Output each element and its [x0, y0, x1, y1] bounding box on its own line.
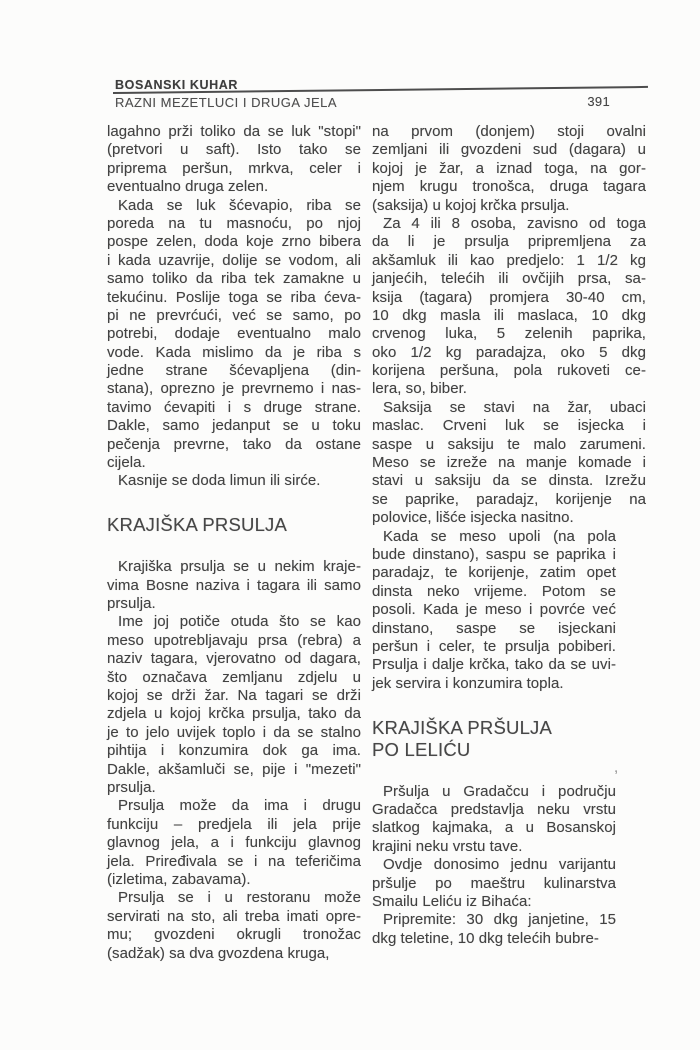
text-line: crvenog luka, 5 zelenih paprika, — [372, 325, 646, 343]
text-line: Gradačca predstavlja neku vrstu — [372, 801, 616, 818]
text-line: da li je prsulja pripremljena za — [372, 233, 646, 251]
text-line: Kada se meso upoli (na pola — [383, 527, 616, 545]
text-line: jek servira i konzumira topla. — [372, 674, 564, 692]
paragraph — [107, 472, 361, 490]
text-line: vima Bosne naziva i tagara ili samo — [107, 576, 361, 594]
text-line: korijena peršuna, pola rukoveti ce- — [372, 362, 646, 380]
text-line: glavnog jela, a i funkciju glavnog — [107, 834, 361, 852]
text-line: akšamluk ili kao predjelo: 1 1/2 kg — [372, 251, 646, 269]
text-line: Meso se izreže na manje komade i — [372, 454, 646, 472]
text-line: na prvom (donjem) stoji ovalni — [372, 123, 646, 140]
text-line: Smailu Leliću iz Bihaća: — [372, 892, 532, 910]
text-line: pršulje po maeštru kulinarstva — [372, 874, 616, 892]
text-line: servirati na sto, ali treba imati opre- — [107, 907, 361, 925]
heading-line: KRAJIŠKA PRSULJA — [107, 514, 288, 536]
paragraph — [107, 613, 361, 797]
text-line: priprema peršun, mrkva, celer i — [107, 159, 361, 177]
text-line: samo toliko da riba tek zamakne u — [107, 270, 361, 288]
paragraph — [372, 911, 616, 948]
text-line: poreda na tu masnoću, po njoj — [107, 214, 361, 232]
chapter-title: RAZNI MEZETLUCI I DRUGA JELA — [115, 95, 338, 110]
heading-line: KRAJIŠKA PRŠULJA — [372, 716, 553, 738]
text-line: (sadžak) sa dva gvozdena kruga, — [107, 944, 330, 962]
text-line: paradajz, te korijenje, zatim opet — [372, 564, 616, 582]
text-line: jedne strane šćevapljena (din- — [107, 362, 361, 380]
section-heading — [372, 717, 646, 761]
text-line: krajini neku vrstu tave. — [372, 837, 523, 855]
text-line: tavimo ćevapiti i s druge strane. — [107, 398, 361, 416]
text-line: stavi u saksiju da se dinsta. Izrežu — [372, 472, 646, 490]
text-line: bude dinstano), saspu se paprika i — [372, 545, 616, 563]
text-line: Dakle, samo jedanput se u toku — [107, 417, 361, 435]
text-line: prsulja. — [107, 779, 156, 796]
text-line: (saksija) u kojoj krčka prsulja. — [372, 196, 570, 214]
text-line: i kada uzavrije, dolije se vodom, ali — [107, 251, 361, 269]
text-line: eventualno druga zelen. — [107, 178, 269, 196]
text-line: zemljani ili gvozdeni sud (dagara) u — [372, 141, 646, 159]
text-line: oko 1/2 kg paradajza, oko 5 dkg — [372, 343, 646, 361]
text-line: maslac. Crveni luk se isjecka i — [372, 417, 646, 435]
text-line: stana), oprezno je prevrnemo i nas- — [107, 380, 361, 398]
text-line: Ovdje donosimo jednu varijantu — [383, 856, 616, 874]
text-line: lera, so, biber. — [372, 380, 468, 398]
text-line: ksija (tagara) promjera 30-40 cm, — [372, 288, 646, 306]
paragraph — [107, 889, 361, 963]
text-line: Prsulja i dalje krčka, tako da se uvi- — [372, 656, 616, 674]
text-line: kojoj se drži žar. Na tagari se drži — [107, 687, 361, 705]
text-line: vode. Kada mislimo da je riba s — [107, 343, 361, 361]
text-line: Kasnije se doda limun ili sirće. — [118, 472, 321, 490]
text-line: pečenja prevrne, tako da ostane — [107, 435, 361, 453]
text-line: jela. Priređivala se i na teferičima — [107, 852, 361, 870]
heading-line: PO LELIĆU — [372, 738, 471, 760]
text-line: Prsulja se i u restoranu može — [118, 889, 361, 907]
text-line: potrebi, dodaje eventualno malo — [107, 325, 361, 343]
text-line: Pršulja u Gradačcu i području — [383, 782, 616, 800]
text-line: cijela. — [107, 454, 146, 472]
paragraph — [372, 123, 646, 215]
text-line: polovice, lišće isjecka nasitno. — [372, 509, 574, 527]
text-line: pi ne prevrćući, već se samo, po — [107, 306, 361, 324]
text-line: 10 dkg masla ili maslaca, 10 dkg — [372, 306, 646, 324]
right-column-content — [372, 123, 646, 948]
text-line: janjećih, telećih ili ovčijih prsa, sa- — [372, 270, 646, 288]
text-line: Saksija se stavi na žar, ubaci — [383, 398, 646, 416]
text-line: njem krugu tronošca, druga tagara — [372, 178, 646, 196]
text-line: naziv tagara, vjerovatno od dagara, — [107, 650, 361, 668]
text-line: je to jelo uvijek toplo i da se stalno — [107, 723, 361, 741]
text-line: se paprike, paradajz, korijenje na — [372, 490, 646, 508]
section-heading — [107, 514, 361, 536]
paragraph — [372, 215, 646, 399]
text-line: peršun i celer, te prsulja pobiberi. — [372, 637, 616, 655]
print-artifact-mark: , — [614, 759, 619, 776]
text-line: (pretvori u saft). Isto tako se — [107, 141, 361, 159]
text-line: tekućinu. Poslije toga se riba ćeva- — [107, 288, 361, 306]
text-line: Krajiška prsulja se u nekim kraje- — [118, 558, 361, 576]
text-line: Dakle, akšamluči se, pije i "mezeti" — [107, 760, 361, 778]
text-line: što označava zemljanu zdjelu u — [107, 668, 361, 686]
paragraph — [372, 856, 616, 911]
paragraph — [107, 123, 361, 197]
text-line: lagahno prži toliko da se luk "stopi" — [107, 123, 361, 140]
paragraph — [107, 197, 361, 473]
text-line: Prsulja može da ima i drugu — [118, 797, 361, 815]
text-line: kojoj je žar, a iznad toga, na gor- — [372, 159, 646, 177]
text-line: meso upotrebljavaju prsa (rebra) a — [107, 631, 361, 649]
text-line: Pripremite: 30 dkg janjetine, 15 — [383, 911, 616, 929]
text-line: pospe zelen, doda koje zrno bibera — [107, 233, 361, 251]
text-line: funkciju – predjela ili jela prije — [107, 815, 361, 833]
text-line: Ime joj potiče otuda što se kao — [118, 613, 361, 631]
paragraph — [372, 399, 646, 528]
text-line: saspe u saksiju te malo zarumeni. — [372, 435, 646, 453]
paragraph — [107, 558, 361, 613]
book-title: BOSANSKI KUHAR — [115, 78, 238, 92]
text-line: zdjela u kojoj krčka prsulja, tako da — [107, 705, 361, 723]
paragraph — [372, 783, 616, 857]
text-line: slatkog kajmaka, a u Bosanskoj — [372, 819, 616, 837]
text-line: mu; gvozdeni okrugli tronožac — [107, 926, 361, 944]
text-line: (izletima, zabavama). — [107, 870, 251, 888]
left-column-content — [107, 123, 361, 963]
text-line: Za 4 ili 8 osoba, zavisno od toga — [383, 214, 646, 232]
text-line: pihtija i konzumira dok ga ima. — [107, 742, 361, 760]
text-line: prsulja. — [107, 595, 156, 613]
paragraph — [372, 528, 616, 694]
text-line: dkg teletine, 10 dkg telećih bubre- — [372, 929, 599, 947]
paragraph — [107, 797, 361, 889]
text-line: Kada se luk šćevapio, riba se — [118, 196, 361, 214]
text-line: dinstano, saspe se isjeckani — [372, 619, 616, 637]
text-line: posoli. Kada je meso i povrće već — [372, 601, 616, 619]
page-number: 391 — [587, 94, 610, 109]
text-line: dinsta neko vrijeme. Potom se — [372, 582, 616, 600]
